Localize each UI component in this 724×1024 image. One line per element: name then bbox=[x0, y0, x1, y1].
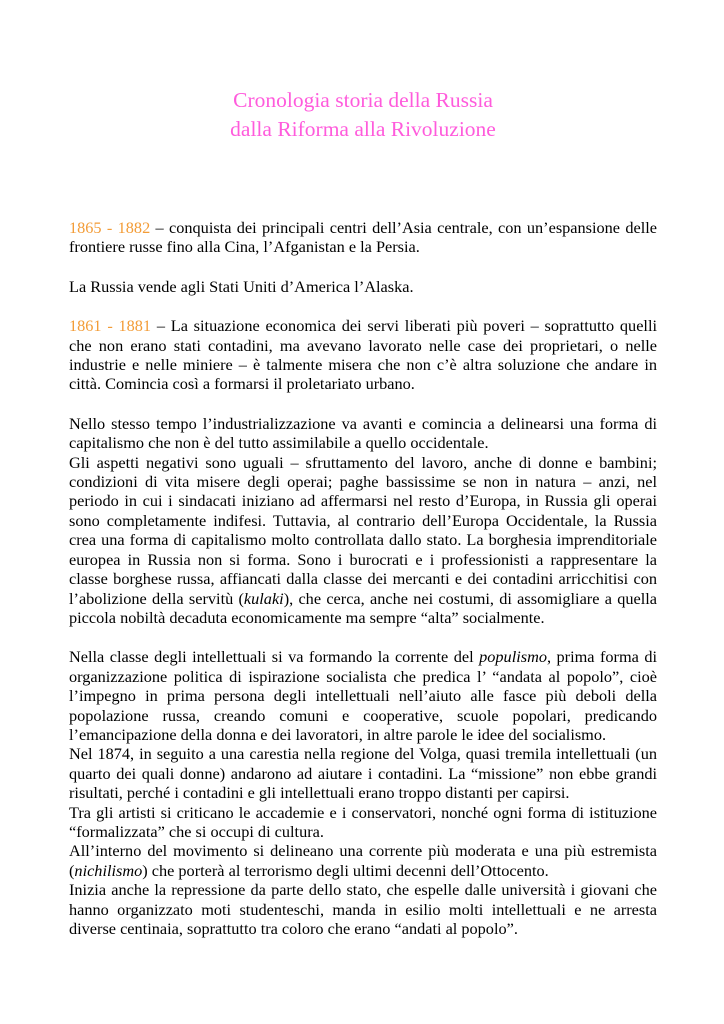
paragraph-repression bbox=[69, 880, 657, 938]
paragraph-text: Tra gli artisti si criticano le accademie e i conservatori, nonché ogni forma di istituzione “formalizzata” che si occupi di cultura. bbox=[69, 802, 657, 841]
document-page bbox=[69, 0, 657, 938]
paragraph-text: – conquista dei principali centri dell’Asia centrale, con un’espansione delle frontiere russe fino alla Cina, l’Afganistan e la Persia. bbox=[69, 218, 657, 257]
italic-term: nichilismo bbox=[74, 860, 143, 880]
italic-term: kulaki bbox=[243, 588, 284, 608]
paragraph-text: Inizia anche la repressione da parte dello stato, che espelle dalle università i giovani che hanno organizzato moti studenteschi, manda in esilio molti intellettuali e ne arresta diverse centinaia, soprattutto tra coloro che erano “andati al popolo”. bbox=[69, 880, 657, 938]
date-range: 1865 - 1882 bbox=[69, 218, 151, 237]
italic-term: populismo bbox=[479, 647, 547, 667]
paragraph-alaska bbox=[69, 277, 657, 296]
paragraph-text: ), che cerca, anche nei costumi, di assomigliare a quella piccola nobiltà decaduta economicamente ma sempre “alta” socialmente. bbox=[69, 588, 657, 627]
paragraph-text: All’interno del movimento si delineano una corrente più moderata e una più estremista ( bbox=[69, 841, 657, 880]
paragraph-text: , prima forma di organizzazione politica di ispirazione socialista che predica l’ “andata al popolo”, cioè l’impegno in prima persona degli intellettuali nell’aiuto alle fasce più deboli della popolazione russa, creando comuni e cooperative, scuole popolari, predicando l’emancipazione della donna e dei lavoratori, in altre parole le idee del socialismo. bbox=[69, 647, 658, 744]
document-title bbox=[69, 86, 657, 144]
paragraph-artists bbox=[69, 803, 657, 842]
title-line-1: Cronologia storia della Russia bbox=[233, 88, 493, 112]
paragraph-industrialization bbox=[69, 414, 657, 453]
paragraph-serfs bbox=[69, 316, 657, 394]
paragraph-populism bbox=[69, 647, 657, 744]
paragraph-text: ) che porterà al terrorismo degli ultimi decenni dell’Ottocento. bbox=[142, 860, 549, 880]
paragraph-text: Nello stesso tempo l’industrializzazione va avanti e comincia a delinearsi una forma di capitalismo che non è del tutto assimilabile a quello occidentale. bbox=[69, 413, 657, 453]
paragraph-capitalism bbox=[69, 453, 657, 628]
paragraph-text: La Russia vende agli Stati Uniti d’America l’Alaska. bbox=[69, 276, 414, 296]
paragraph-volga-1874 bbox=[69, 744, 657, 802]
title-line-2: dalla Riforma alla Rivoluzione bbox=[230, 117, 496, 141]
date-range: 1861 - 1881 bbox=[69, 316, 152, 336]
paragraph-nihilism bbox=[69, 841, 657, 880]
paragraph-text: Nel 1874, in seguito a una carestia nella regione del Volga, quasi tremila intellettuali (un quarto dei quali donne) andarono ad aiutare i contadini. La “missione” non ebbe grandi risultati, perché i contadini e gli intellettuali erano troppo distanti per capirsi. bbox=[69, 744, 657, 803]
paragraph-text: Gli aspetti negativi sono uguali – sfruttamento del lavoro, anche di donne e bambini; condizioni di vita misere degli operai; paghe bassissime se non in natura – anzi, nel periodo in cui i sindacati iniziano ad affermarsi nel resto d’Europa, in Russia gli operai sono completamente indifesi. Tuttavia, al contrario dell’Europa Occidentale, la Russia crea una forma di capitalismo molto controllata dallo stato. La borghesia imprenditoriale europea in Russia non si forma. Sono i burocrati e i professionisti a rappresentare la classe borghese russa, affiancati dalla classe dei mercanti e dei contadini arricchitisi con l’abolizione della servitù ( bbox=[69, 452, 657, 608]
paragraph-asia-conquest bbox=[69, 218, 657, 257]
paragraph-text: Nella classe degli intellettuali si va formando la corrente del bbox=[69, 647, 480, 667]
paragraph-text: – La situazione economica dei servi liberati più poveri – soprattutto quelli che non erano stati contadini, ma avevano lavorato nelle case dei proprietari, o nelle industrie e nelle miniere – è talmente misera che non c’è altra soluzione che andare in città. Comincia così a formarsi il proletariato urbano. bbox=[69, 316, 657, 394]
